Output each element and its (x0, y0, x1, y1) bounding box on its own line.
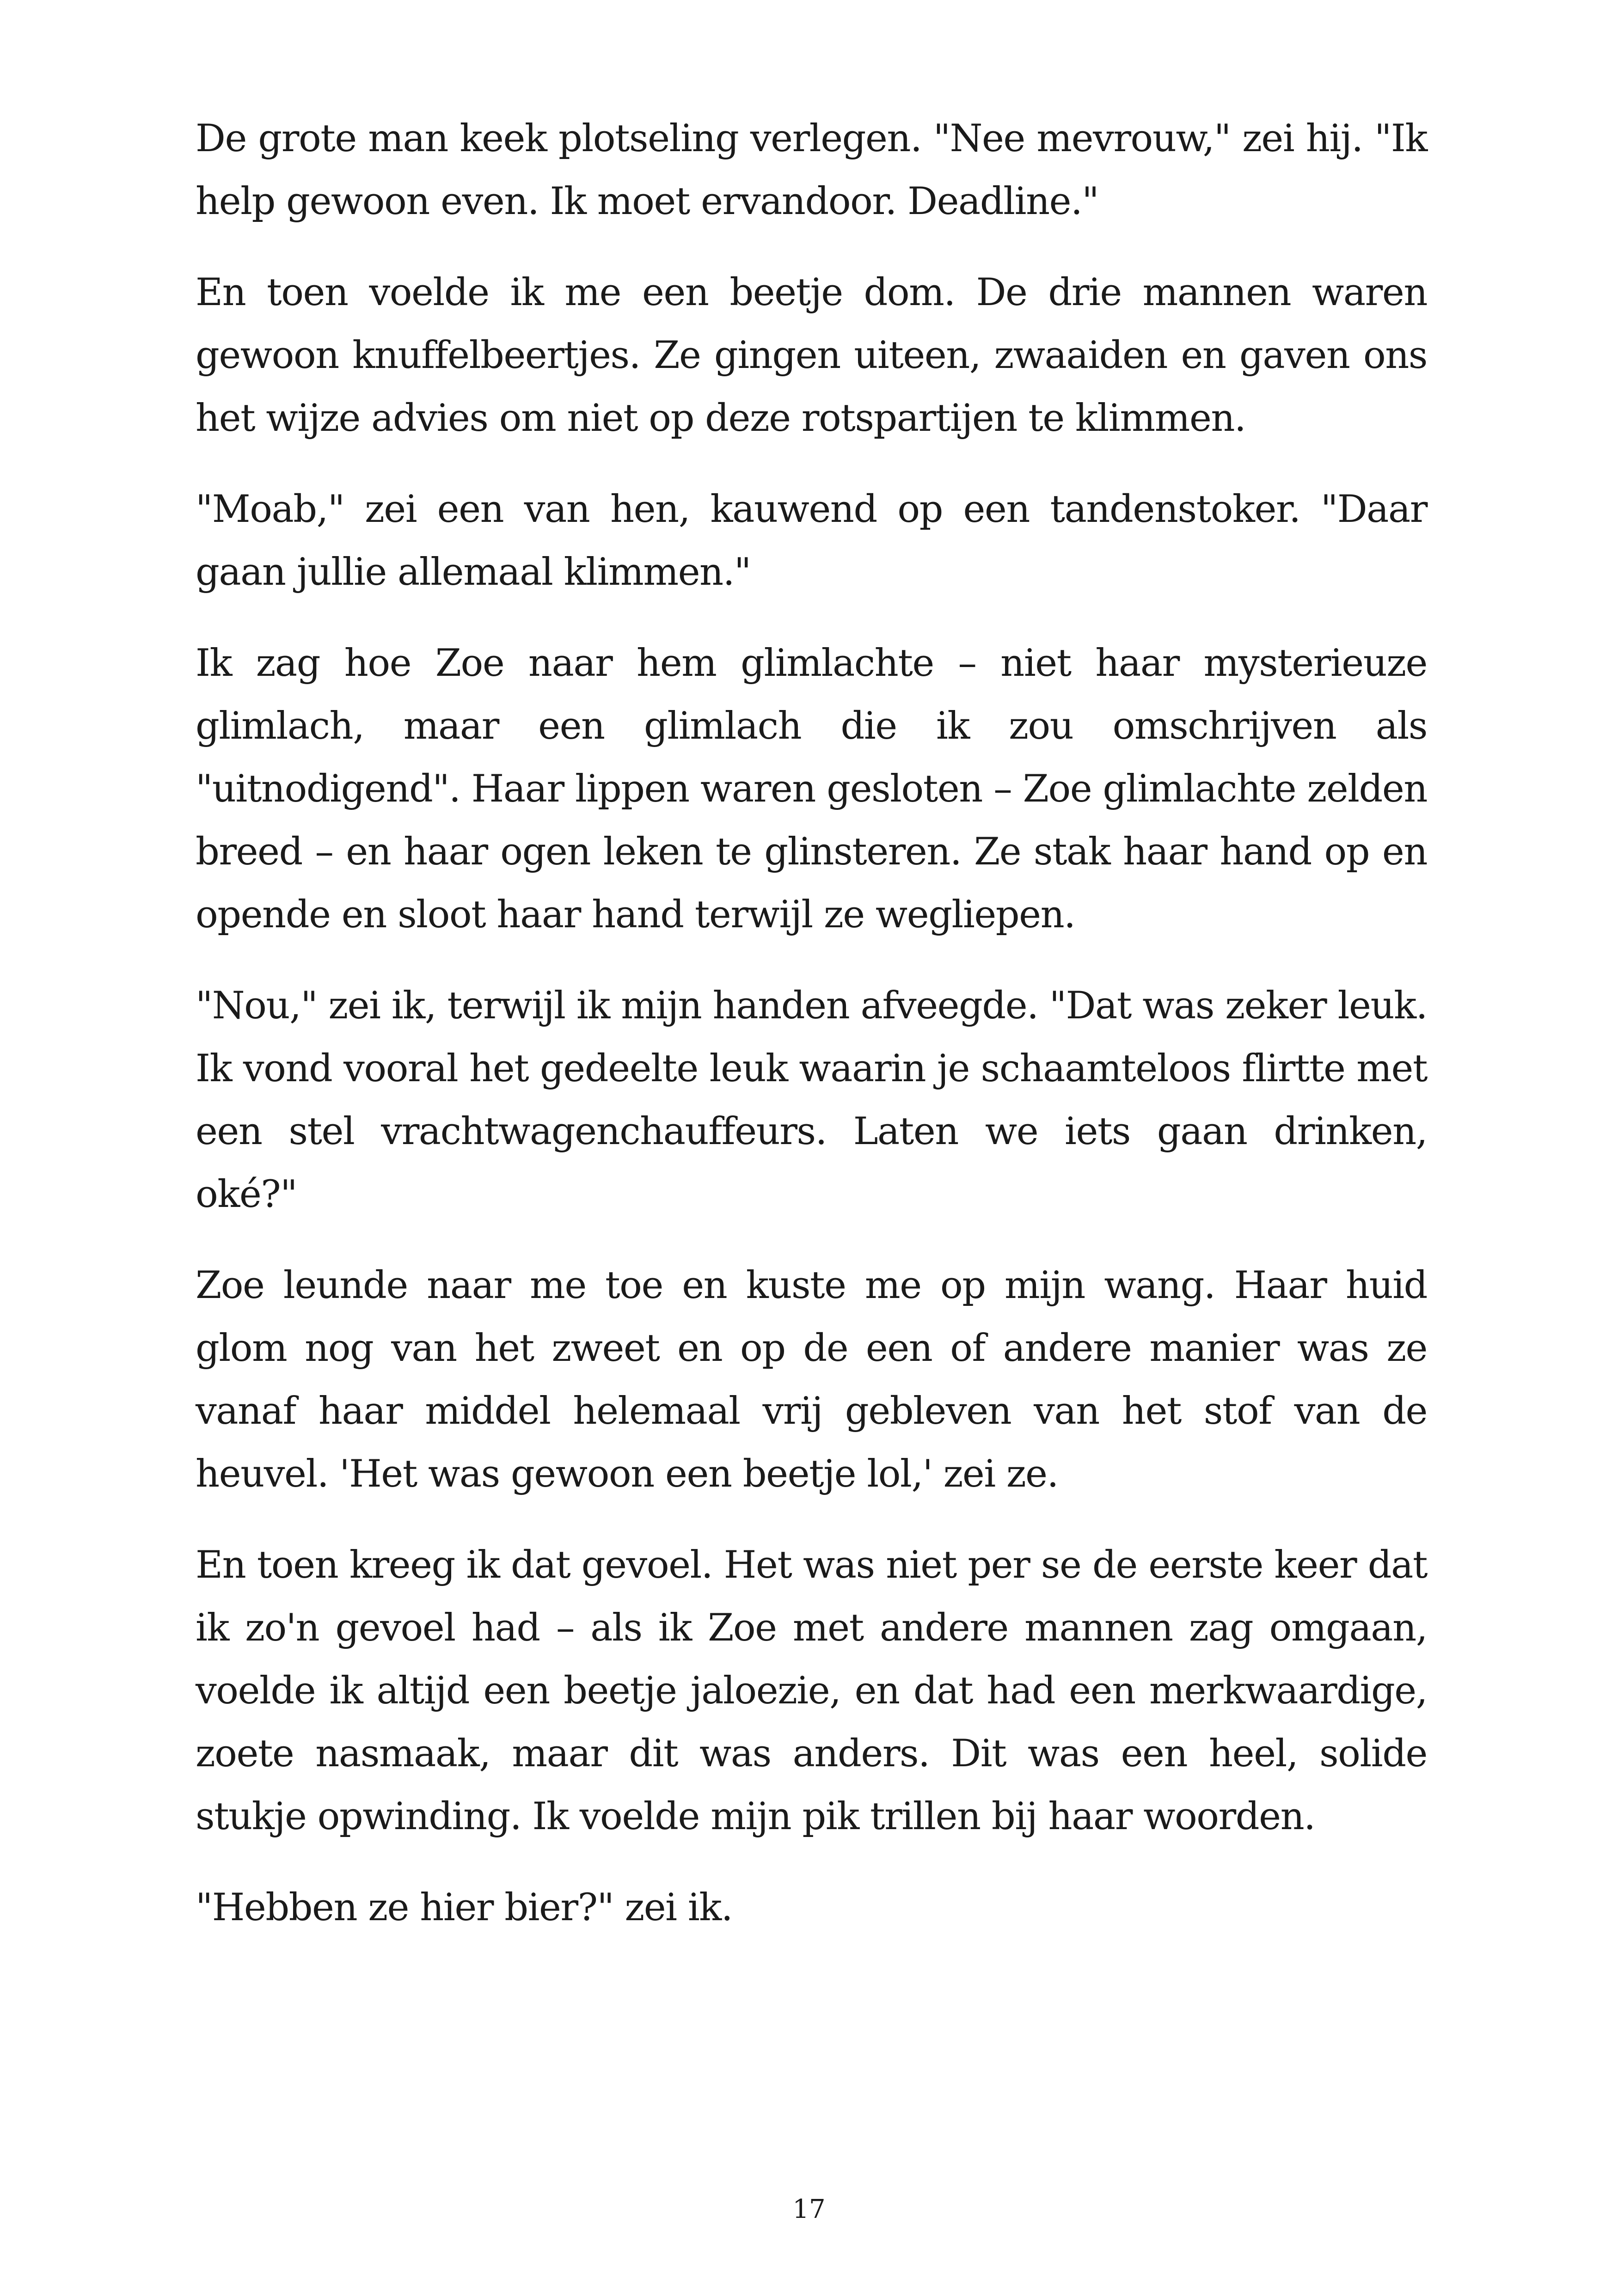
paragraph: Ik zag hoe Zoe naar hem glimlachte – niet haar mysterieuze glimlach, maar een glimlach die ik zou omschrijven als "uitnodigend". Haar lippen waren gesloten – Zoe glimlachte zelden breed – en haar ogen leken te glinsteren. Ze stak haar hand op en opende en sloot haar hand terwijl ze wegliepen. (196, 642, 1427, 937)
paragraph: En toen kreeg ik dat gevoel. Het was niet per se de eerste keer dat ik zo'n gevoel had – als ik Zoe met andere mannen zag omgaan, voelde ik altijd een beetje jaloezie, en dat had een merkwaardige, zoete nasmaak, maar dit was anders. Dit was een heel, solide stukje opwinding. Ik voelde mijn pik trillen bij haar woorden. (196, 1543, 1427, 1838)
paragraph: Zoe leunde naar me toe en kuste me op mijn wang. Haar huid glom nog van het zweet en op de een of andere manier was ze vanaf haar middel helemaal vrij gebleven van het stof van de heuvel. 'Het was gewoon een beetje lol,' zei ze. (196, 1264, 1427, 1496)
body-text (196, 107, 1427, 1967)
paragraph: "Moab," zei een van hen, kauwend op een tandenstoker. "Daar gaan jullie allemaal klimmen." (196, 488, 1427, 594)
paragraph: "Nou," zei ik, terwijl ik mijn handen afveegde. "Dat was zeker leuk. Ik vond vooral het gedeelte leuk waarin je schaamteloos flirtte met een stel vrachtwagenchauffeurs. Laten we iets gaan drinken, oké?" (196, 984, 1427, 1216)
page-number: 17 (792, 2194, 826, 2224)
paragraph: En toen voelde ik me een beetje dom. De drie mannen waren gewoon knuffelbeertjes. Ze gingen uiteen, zwaaiden en gaven ons het wijze advies om niet op deze rotspartijen te klimmen. (196, 271, 1427, 440)
paragraph: De grote man keek plotseling verlegen. "Nee mevrouw," zei hij. "Ik help gewoon even. Ik moet ervandoor. Deadline." (196, 117, 1427, 223)
paragraph: "Hebben ze hier bier?" zei ik. (196, 1886, 733, 1929)
